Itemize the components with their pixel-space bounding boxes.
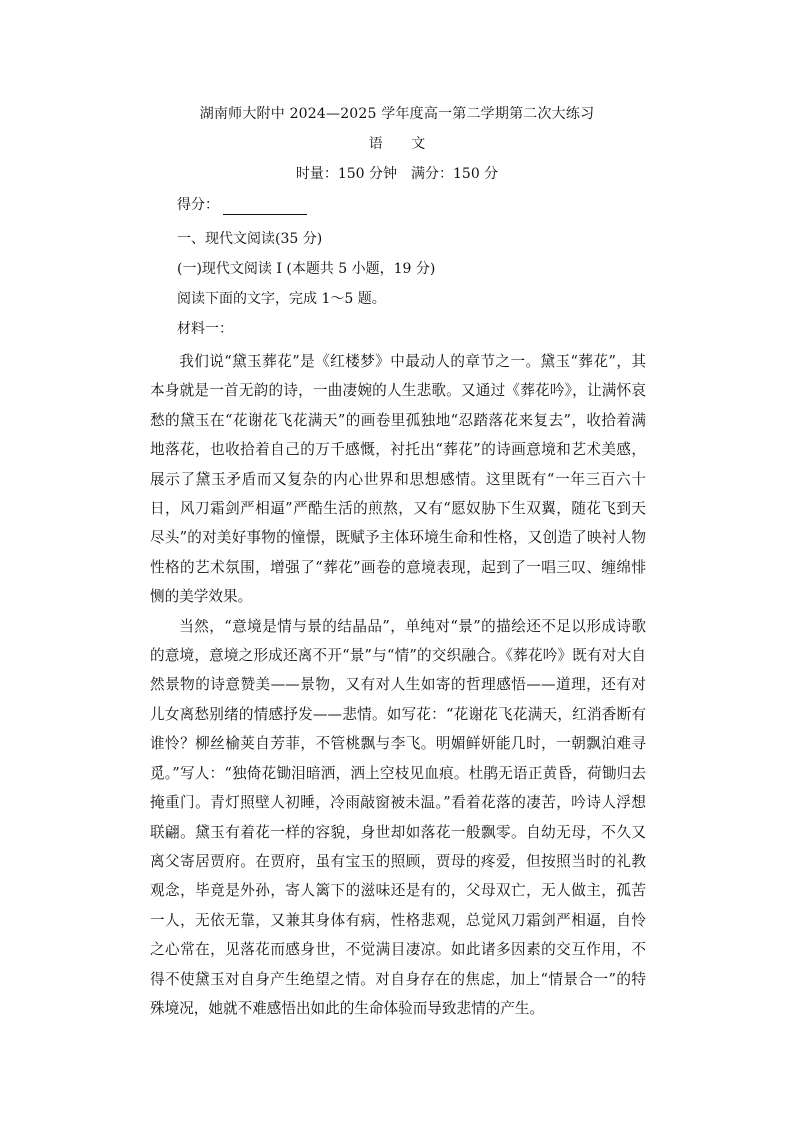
score-label: 得分： [177,197,219,213]
material-body [150,347,646,1023]
section-heading: 一、现代文阅读(35 分) [177,231,323,247]
material-label: 材料一： [177,321,233,337]
reading-instruction: 阅读下面的文字，完成 1～5 题。 [177,291,386,307]
paragraph-1: 我们说“黛玉葬花”是《红楼梦》中最动人的章节之一。黛玉“葬花”，其本身就是一首无韵的诗，一曲凄婉的人生悲歌。又通过《葬花吟》，让满怀哀愁的黛玉在“花谢花飞花满天”的画卷里孤独地“忍踏落花来复去”，收拾着满地落花，也收拾着自己的万千感慨，衬托出“葬花”的诗画意境和艺术美感，展示了黛玉矛盾而又复杂的内心世界和思想感情。这里既有“一年三百六十日，风刀霜剑严相逼”严酷生活的煎熬，又有“愿奴胁下生双翼，随花飞到天尽头”的对美好事物的憧憬，既赋予主体环境生命和性格，又创造了映衬人物性格的艺术氛围，增强了“葬花”画卷的意境表现，起到了一唱三叹、缠绵悱恻的美学效果。 [150,353,646,606]
score-blank-line[interactable] [223,198,307,215]
time-and-score-info: 时量：150 分钟 满分：150 分 [295,166,499,182]
exam-title: 湖南师大附中 2024—2025 学年度高一第二学期第二次大练习 [199,106,595,122]
subject-title: 语 文 [368,136,438,152]
score-field [177,195,307,215]
section-subheading: (一)现代文阅读 I (本题共 5 小题，19 分) [177,261,436,277]
paragraph-2: 当然，“意境是情与景的结晶品”，单纯对“景”的描绘还不足以形成诗歌的意境，意境之形成还离不开“景”与“情”的交织融合。《葬花吟》既有对大自然景物的诗意赞美——景物，又有对人生如寄的哲理感悟——道理，还有对儿女离愁别绪的情感抒发——悲情。如写花：“花谢花飞花满天，红消香断有谁怜？柳丝榆荚自芳菲，不管桃飘与李飞。明媚鲜妍能几时，一朝飘泊难寻觅。”写人：“独倚花锄泪暗洒，洒上空枝见血痕。杜鹃无语正黄昏，荷锄归去掩重门。青灯照壁人初睡，冷雨敲窗被未温。”看着花落的凄苦，吟诗人浮想联翩。黛玉有着花一样的容貌，身世却如落花一般飘零。自幼无母，不久又离父寄居贾府。在贾府，虽有宝玉的照顾，贾母的疼爱，但按照当时的礼教观念，毕竟是外孙，寄人篱下的滋味还是有的，父母双亡，无人做主，孤苦一人，无依无靠，又兼其身体有病，性格悲观，总觉风刀霜剑严相逼，自怜之心常在，见落花而感身世，不觉满目凄凉。如此诸多因素的交互作用，不得不使黛玉对自身产生绝望之情。对自身存在的焦虑，加上“情景合一”的特殊境况，她就不难感悟出如此的生命体验而导致悲情的产生。 [150,617,646,1017]
